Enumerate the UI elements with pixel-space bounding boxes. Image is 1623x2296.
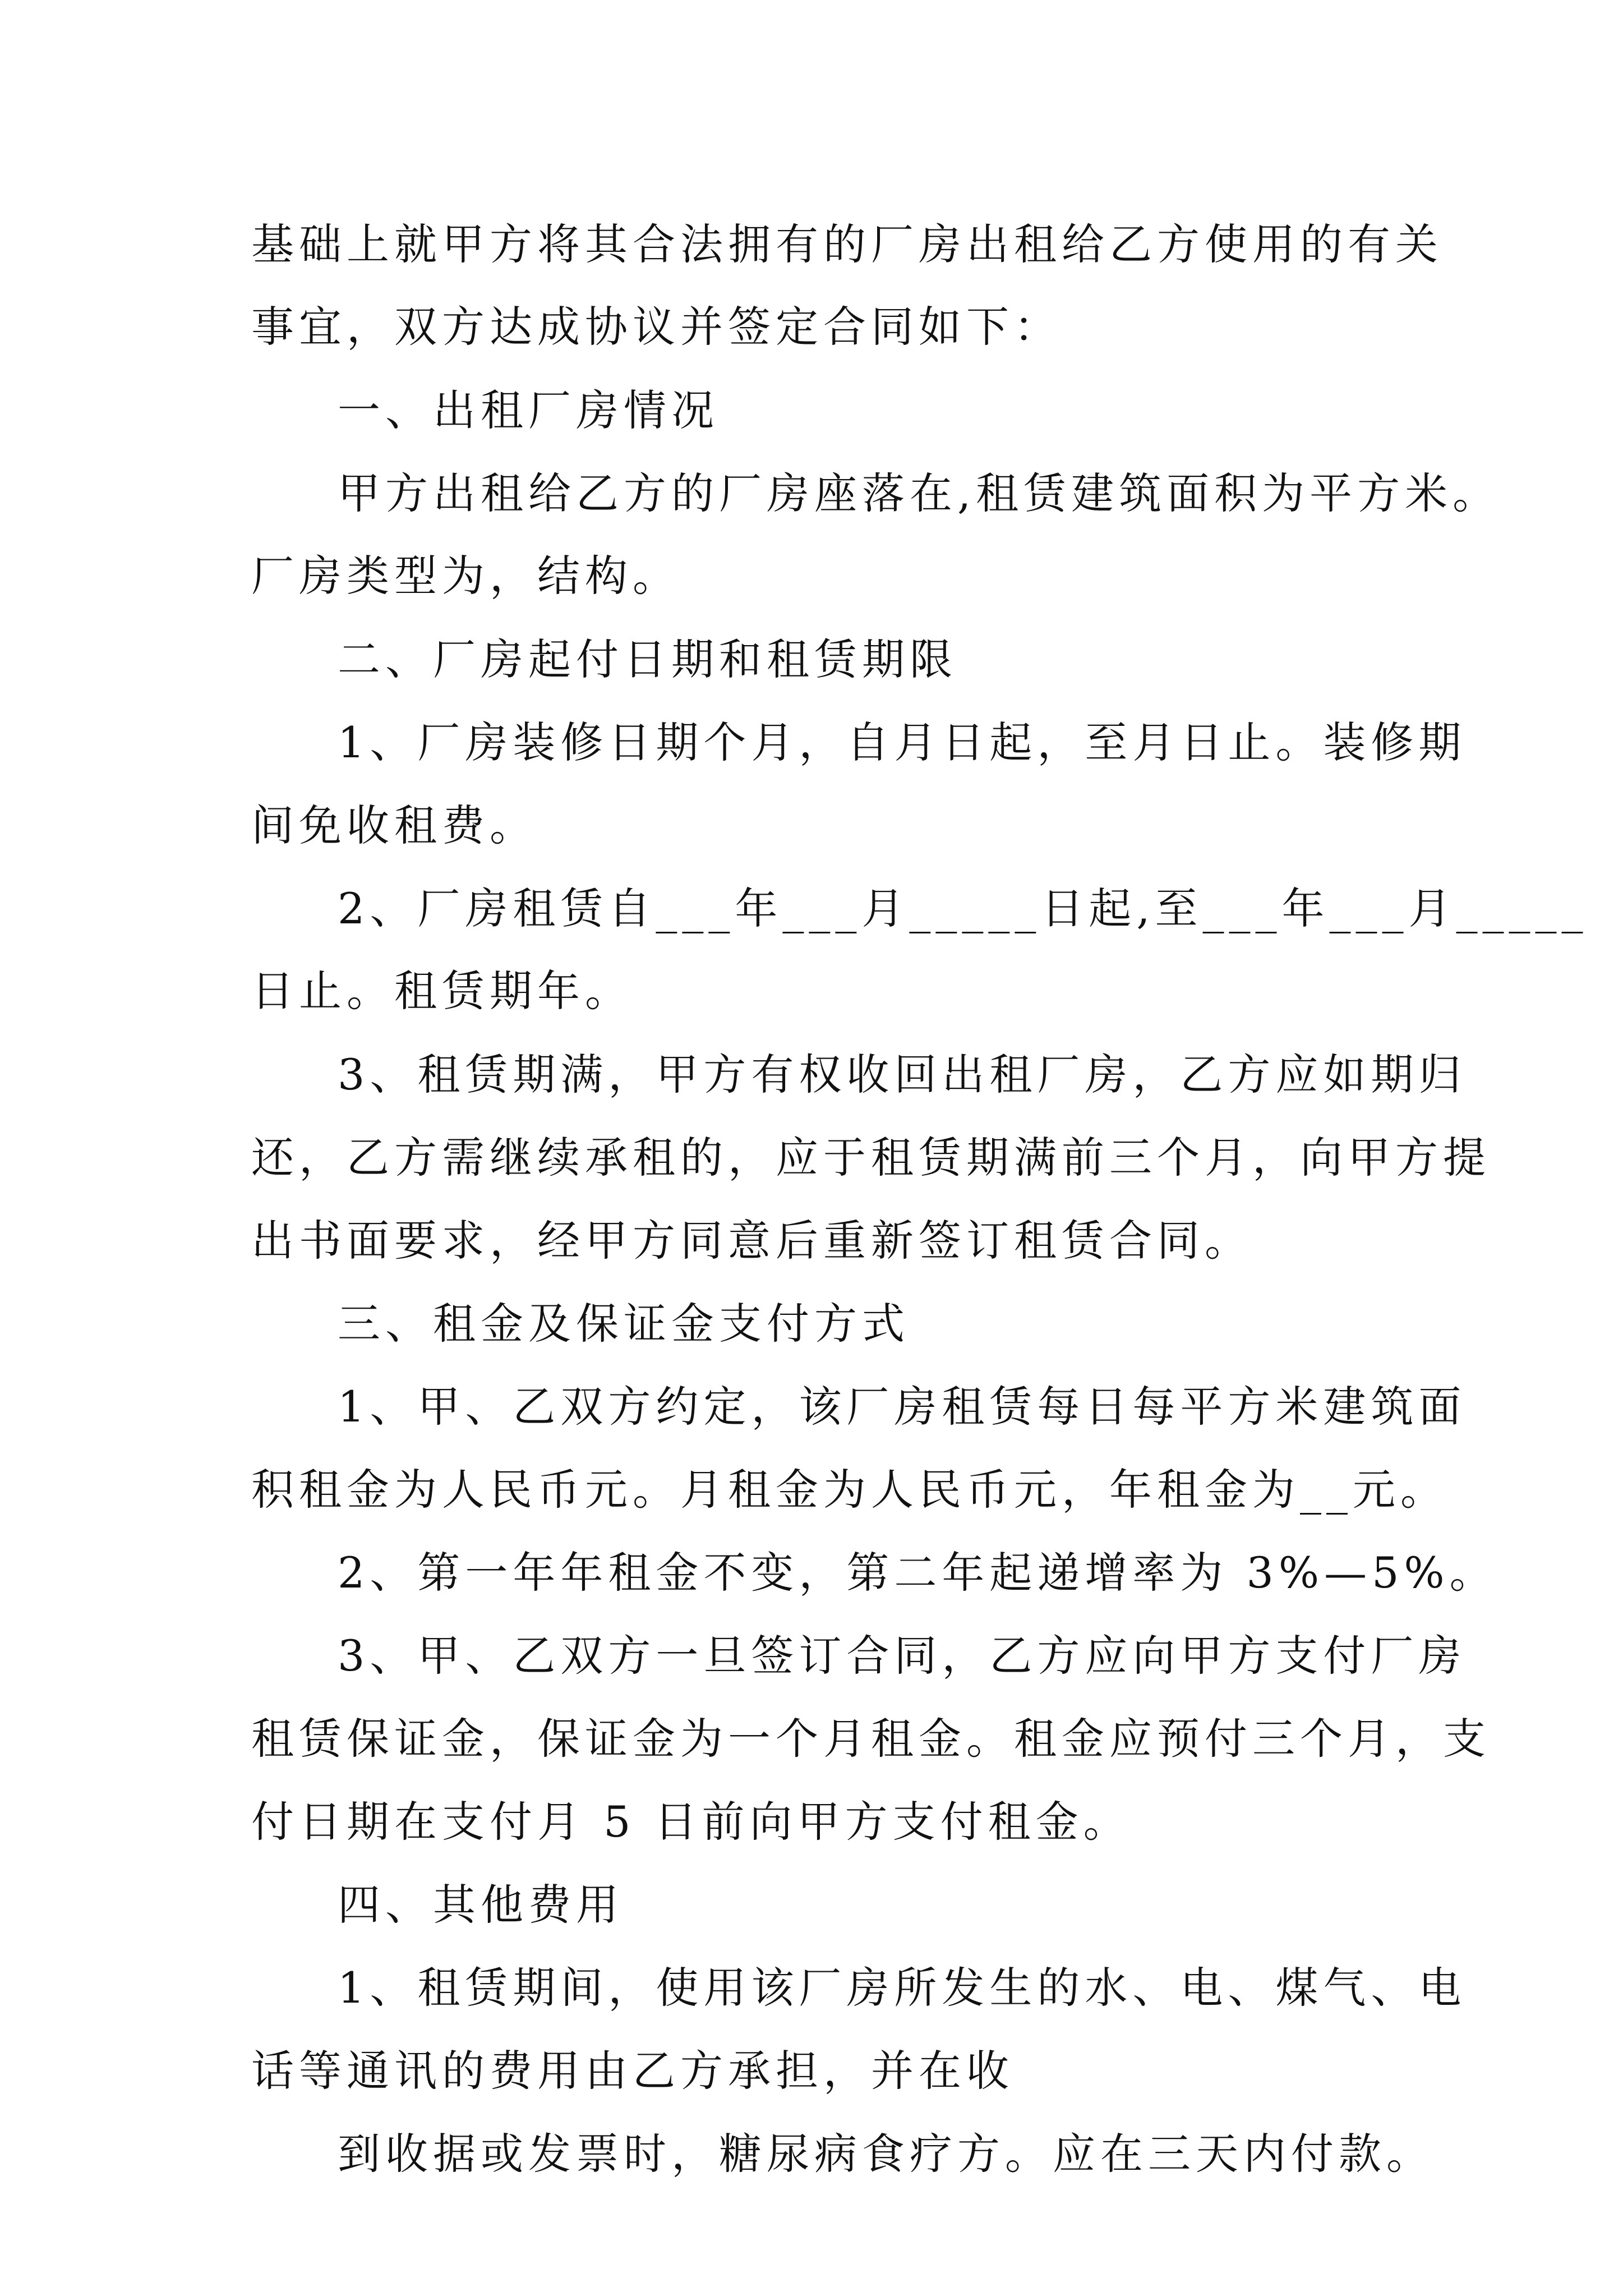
- paragraph-line: 1、租赁期间，使用该厂房所发生的水、电、煤气、电: [338, 1963, 1467, 2013]
- paragraph-line: 出书面要求，经甲方同意后重新签订租赁合同。: [251, 1216, 1252, 1266]
- paragraph-line: 2、第一年年租金不变，第二年起递增率为 3%—5%。: [338, 1548, 1497, 1598]
- paragraph-line: 付日期在支付月 5 日前向甲方支付租金。: [251, 1797, 1131, 1847]
- paragraph-line: 1、甲、乙双方约定，该厂房租赁每日每平方米建筑面: [338, 1382, 1467, 1432]
- paragraph-line: 积租金为人民币元。月租金为人民币元，年租金为__元。: [251, 1465, 1448, 1515]
- paragraph-line: 日止。租赁期年。: [251, 966, 633, 1016]
- paragraph-line: 间免收租费。: [251, 800, 537, 850]
- paragraph-line: 话等通讯的费用由乙方承担，并在收: [251, 2046, 1014, 2096]
- paragraph-line: 3、租赁期满，甲方有权收回出租厂房，乙方应如期归: [338, 1050, 1467, 1099]
- paragraph-line: 甲方出租给乙方的厂房座落在,租赁建筑面积为平方米。: [338, 468, 1501, 518]
- paragraph-line: 厂房类型为，结构。: [251, 551, 680, 601]
- paragraph-line: 1、厂房装修日期个月，自月日起，至月日止。装修期: [338, 717, 1467, 767]
- paragraph-line: 到收据或发票时，糖尿病食疗方。应在三天内付款。: [338, 2129, 1434, 2179]
- paragraph-line: 3、甲、乙双方一旦签订合同，乙方应向甲方支付厂房: [338, 1631, 1467, 1681]
- paragraph-line: 基础上就甲方将其合法拥有的厂房出租给乙方使用的有关: [251, 219, 1443, 269]
- paragraph-line: 事宜，双方达成协议并签定合同如下：: [251, 302, 1062, 352]
- section-heading: 二、厂房起付日期和租赁期限: [338, 634, 957, 684]
- section-heading: 三、租金及保证金支付方式: [338, 1299, 910, 1349]
- paragraph-line: 还，乙方需继续承租的，应于租赁期满前三个月，向甲方提: [251, 1133, 1491, 1182]
- paragraph-line: 2、厂房租赁自___年___月_____日起,至___年___月_____: [338, 884, 1588, 933]
- paragraph-line: 租赁保证金，保证金为一个月租金。租金应预付三个月，支: [251, 1714, 1491, 1764]
- section-heading: 一、出租厂房情况: [338, 385, 719, 435]
- section-heading: 四、其他费用: [338, 1880, 624, 1930]
